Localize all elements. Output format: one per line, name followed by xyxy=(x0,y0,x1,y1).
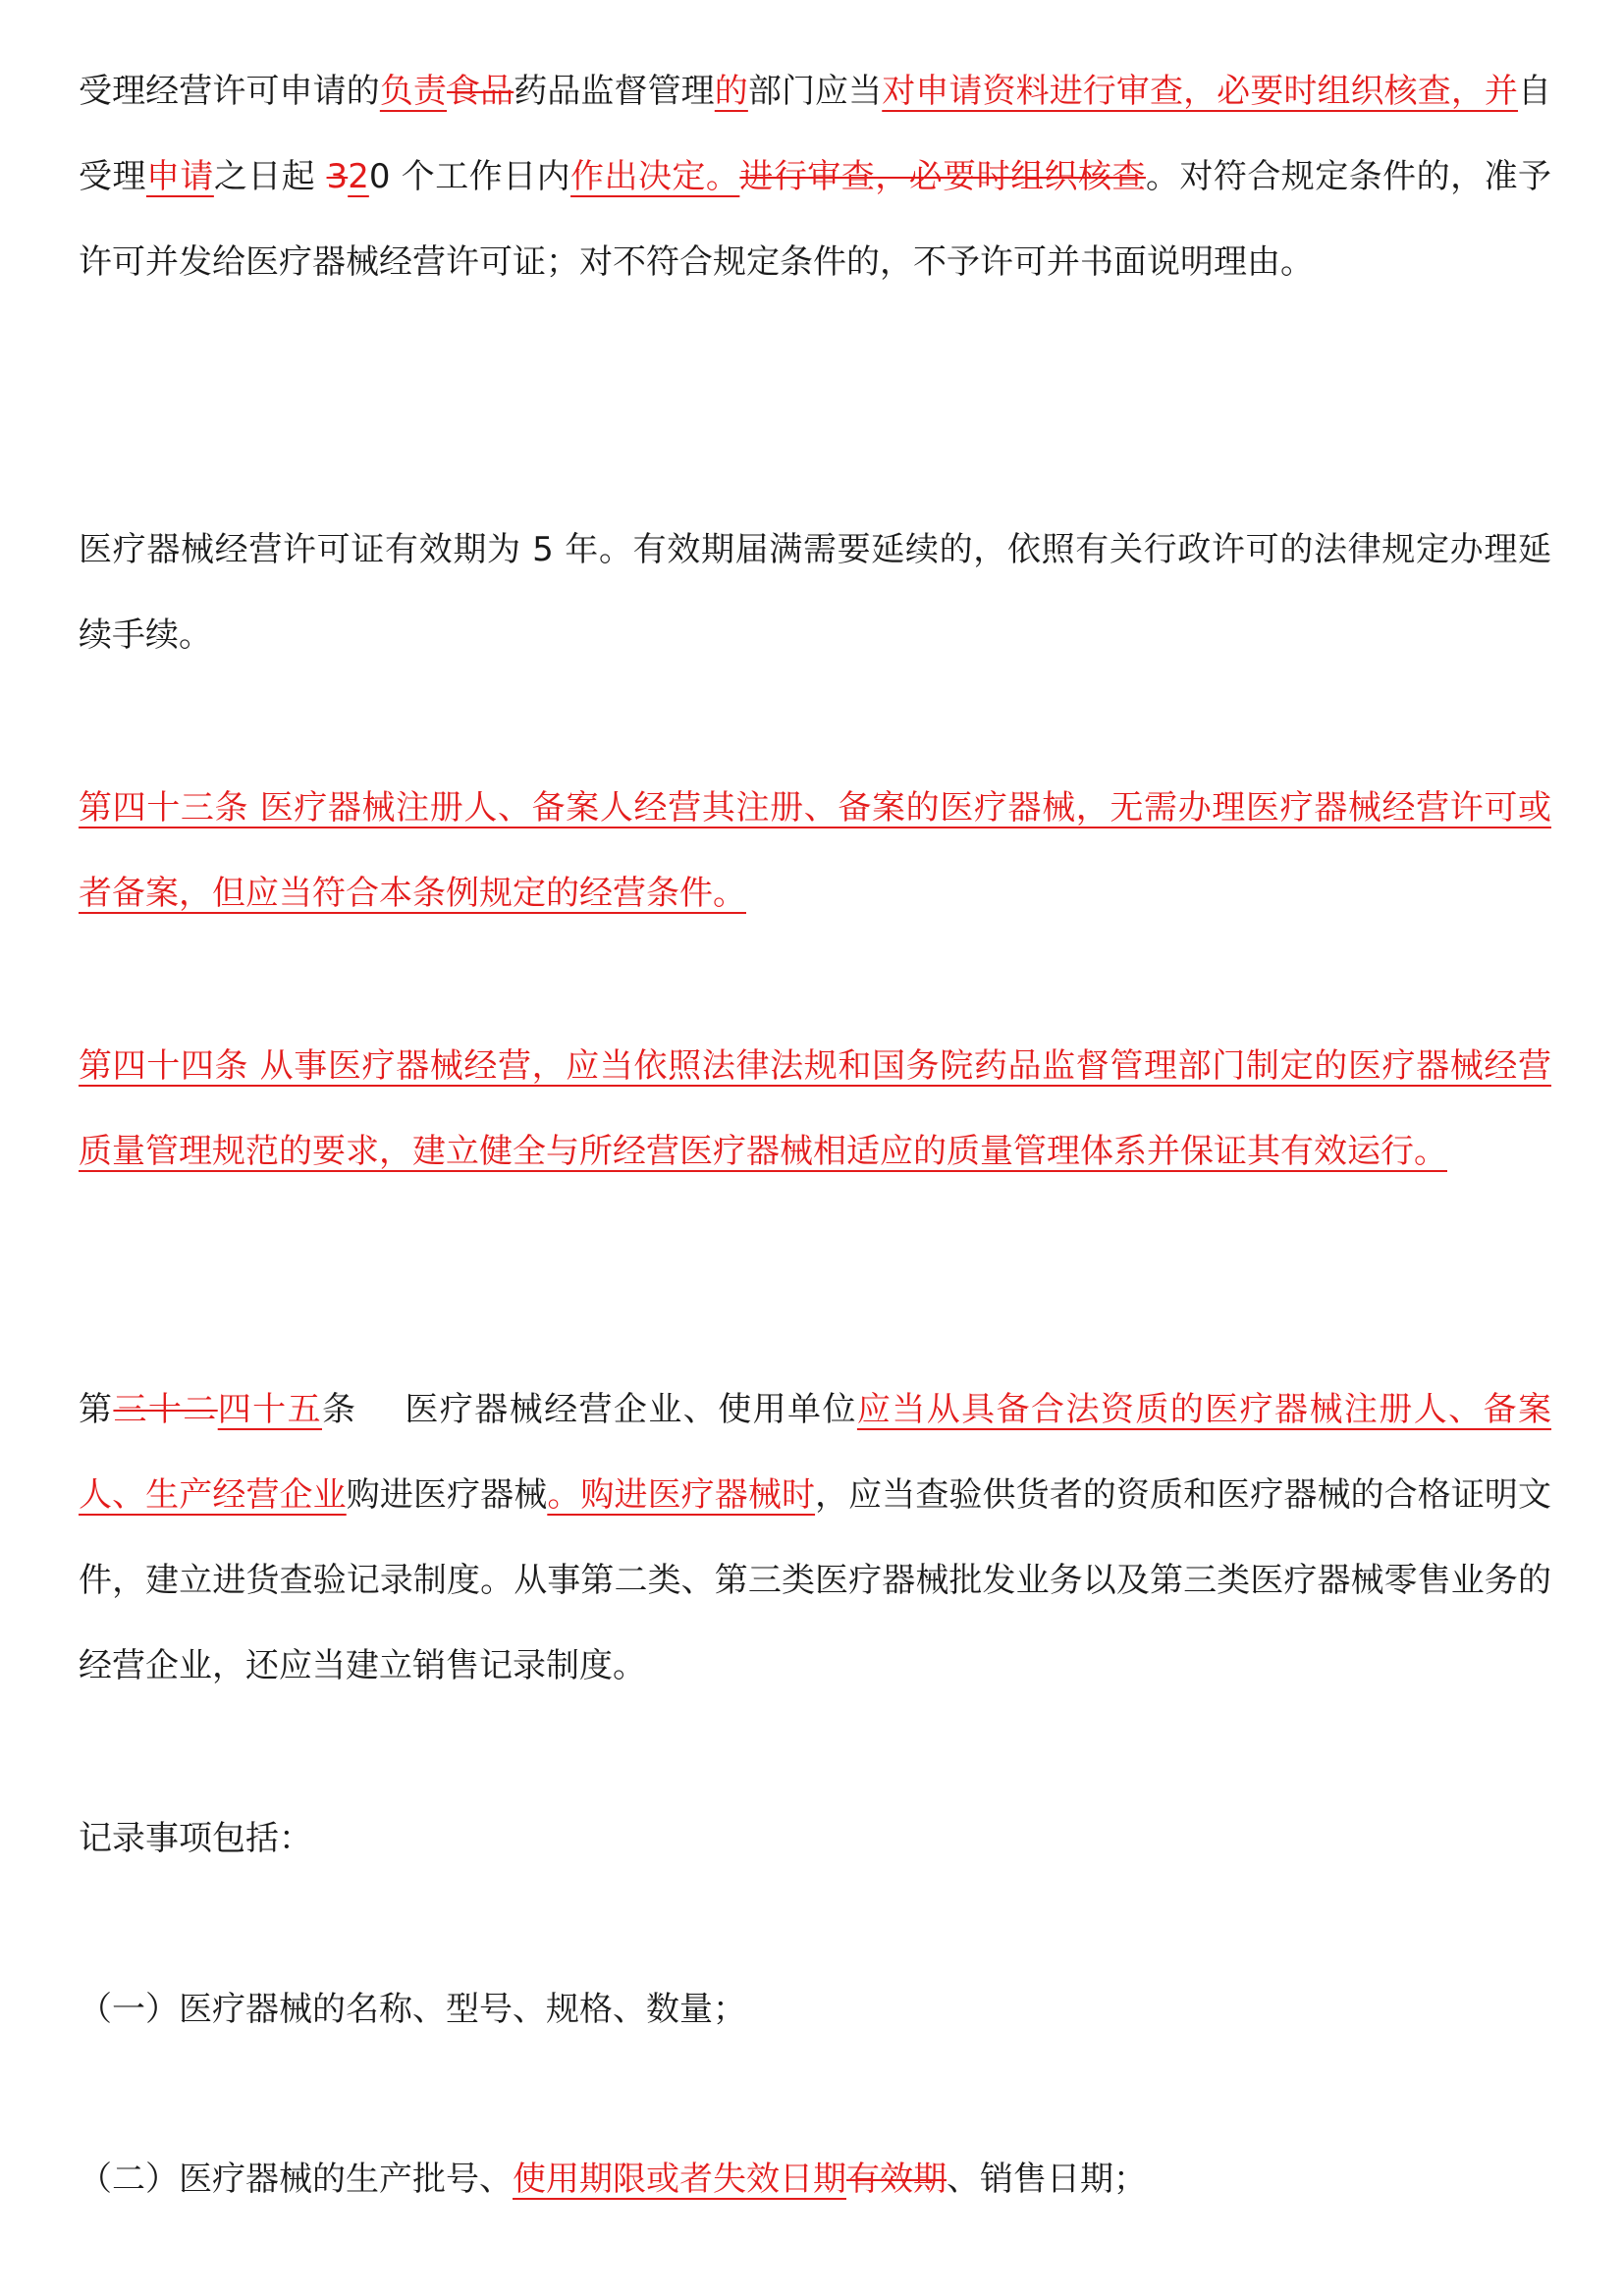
text: 之日起 xyxy=(213,157,327,196)
text: 第 xyxy=(79,1390,114,1429)
paragraph-article-45 xyxy=(79,1367,1551,1709)
deleted-text: 三十二 xyxy=(113,1390,218,1429)
text: 自受理 xyxy=(79,72,1552,196)
inserted-text: 负责 xyxy=(379,72,448,111)
text: 受理经营许可申请的 xyxy=(79,72,380,111)
records-intro: 记录事项包括： xyxy=(79,1819,312,1858)
text: 、销售日期； xyxy=(947,2160,1147,2199)
text: （二）医疗器械的生产批号、 xyxy=(79,2160,513,2199)
text: 0 个工作日内 xyxy=(368,157,571,196)
text: 购进医疗器械 xyxy=(346,1475,548,1515)
paragraph-article-44: 第四十四条 从事医疗器械经营，应当依照法律法规和国务院药品监督管理部门制定的医疗器械经营质量管理规范的要求，建立健全与所经营医疗器械相适应的质量管理体系并保证其有效运行。 xyxy=(79,1046,1551,1171)
inserted-text: 使用期限或者失效日期 xyxy=(513,2160,846,2199)
paragraph-license-review xyxy=(79,49,1551,305)
text: 条 医疗器械经营企业、使用单位 xyxy=(322,1390,857,1429)
paragraph-article-43: 第四十三条 医疗器械注册人、备案人经营其注册、备案的医疗器械，无需办理医疗器械经营许可或者备案，但应当符合本条例规定的经营条件。 xyxy=(79,788,1551,913)
inserted-text: 四十五 xyxy=(217,1390,322,1429)
deleted-text: 进行审查，必要时组织核查 xyxy=(739,157,1146,196)
inserted-text: 。购进医疗器械时 xyxy=(547,1475,816,1515)
inserted-text: 作出决定。 xyxy=(570,157,740,196)
text: 部门应当 xyxy=(747,72,883,111)
deleted-text: 3 xyxy=(326,157,349,196)
paragraph-license-validity: 医疗器械经营许可证有效期为 5 年。有效期届满需要延续的，依照有关行政许可的法律规定办理延续手续。 xyxy=(79,530,1551,655)
text: 药品监督管理 xyxy=(514,72,715,111)
record-item-2 xyxy=(79,2160,1147,2199)
inserted-text: 应当从具备合法资质的医疗器械注册人、备案人、生产经营企业 xyxy=(79,1390,1552,1515)
inserted-text: 的 xyxy=(714,72,748,111)
deleted-text: 食品 xyxy=(447,72,514,111)
inserted-text: 对申请资料进行审查，必要时组织核查，并 xyxy=(882,72,1519,111)
deleted-text: 有效期 xyxy=(846,2160,947,2199)
record-item-1: （一）医疗器械的名称、型号、规格、数量； xyxy=(79,1990,746,2029)
inserted-text: 申请 xyxy=(145,157,214,196)
text: ，应当查验供货者的资质和医疗器械的合格证明文件，建立进货查验记录制度。从事第二类、第三类医疗器械批发业务以及第三类医疗器械零售业务的经营企业，还应当建立销售记录制度。 xyxy=(79,1475,1552,1685)
inserted-text: 2 xyxy=(348,157,369,196)
text: 。对符合规定条件的，准予许可并发给医疗器械经营许可证；对不符合规定条件的，不予许可并书面说明理由。 xyxy=(79,157,1552,282)
